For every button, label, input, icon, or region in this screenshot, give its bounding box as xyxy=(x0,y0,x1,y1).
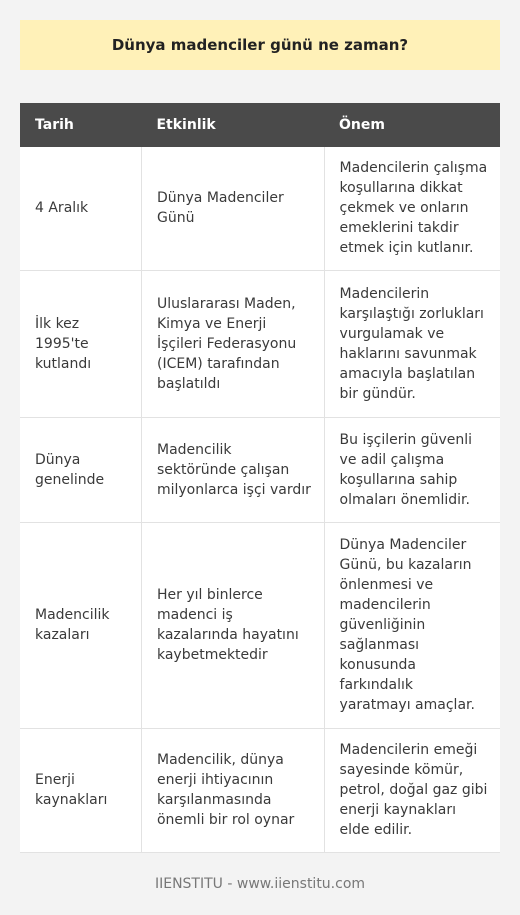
table-row xyxy=(20,147,500,270)
info-table xyxy=(20,103,500,853)
table-row xyxy=(20,417,500,522)
table-cell: Madencilerin çalışma koşullarına dikkat çekmek ve onların emeklerini takdir etmek için kutlanır. xyxy=(324,147,500,270)
table-cell: Dünya Madenciler Günü xyxy=(141,147,324,270)
table-cell: Madencilik sektöründe çalışan milyonlarca işçi vardır xyxy=(141,417,324,522)
table-header-row xyxy=(20,103,500,147)
table-cell: Dünya genelinde xyxy=(20,417,141,522)
table-row xyxy=(20,728,500,852)
header-onem: Önem xyxy=(324,103,500,147)
header-etkinlik: Etkinlik xyxy=(141,103,324,147)
table-row xyxy=(20,522,500,728)
page-title: Dünya madenciler günü ne zaman? xyxy=(20,20,500,70)
table-cell: Uluslararası Maden, Kimya ve Enerji İşçileri Federasyonu (ICEM) tarafından başlatıldı xyxy=(141,270,324,417)
table-cell: Madencilik, dünya enerji ihtiyacının karşılanmasında önemli bir rol oynar xyxy=(141,728,324,852)
table-cell: Madencilerin karşılaştığı zorlukları vurgulamak ve haklarını savunmak amacıyla başlatılan bir gündür. xyxy=(324,270,500,417)
table-cell: Madencilerin emeği sayesinde kömür, petrol, doğal gaz gibi enerji kaynakları elde edilir. xyxy=(324,728,500,852)
table-cell: Bu işçilerin güvenli ve adil çalışma koşullarına sahip olmaları önemlidir. xyxy=(324,417,500,522)
footer-credit: IIENSTITU - www.iienstitu.com xyxy=(154,876,366,892)
table-cell: Dünya Madenciler Günü, bu kazaların önlenmesi ve madencilerin güvenliğinin sağlanması konusunda farkındalık yaratmayı amaçlar. xyxy=(324,522,500,728)
table-cell: 4 Aralık xyxy=(20,147,141,270)
header-tarih: Tarih xyxy=(20,103,141,147)
table-row xyxy=(20,270,500,417)
table-cell: İlk kez 1995'te kutlandı xyxy=(20,270,141,417)
table-cell: Her yıl binlerce madenci iş kazalarında hayatını kaybetmektedir xyxy=(141,522,324,728)
table-cell: Enerji kaynakları xyxy=(20,728,141,852)
table-cell: Madencilik kazaları xyxy=(20,522,141,728)
